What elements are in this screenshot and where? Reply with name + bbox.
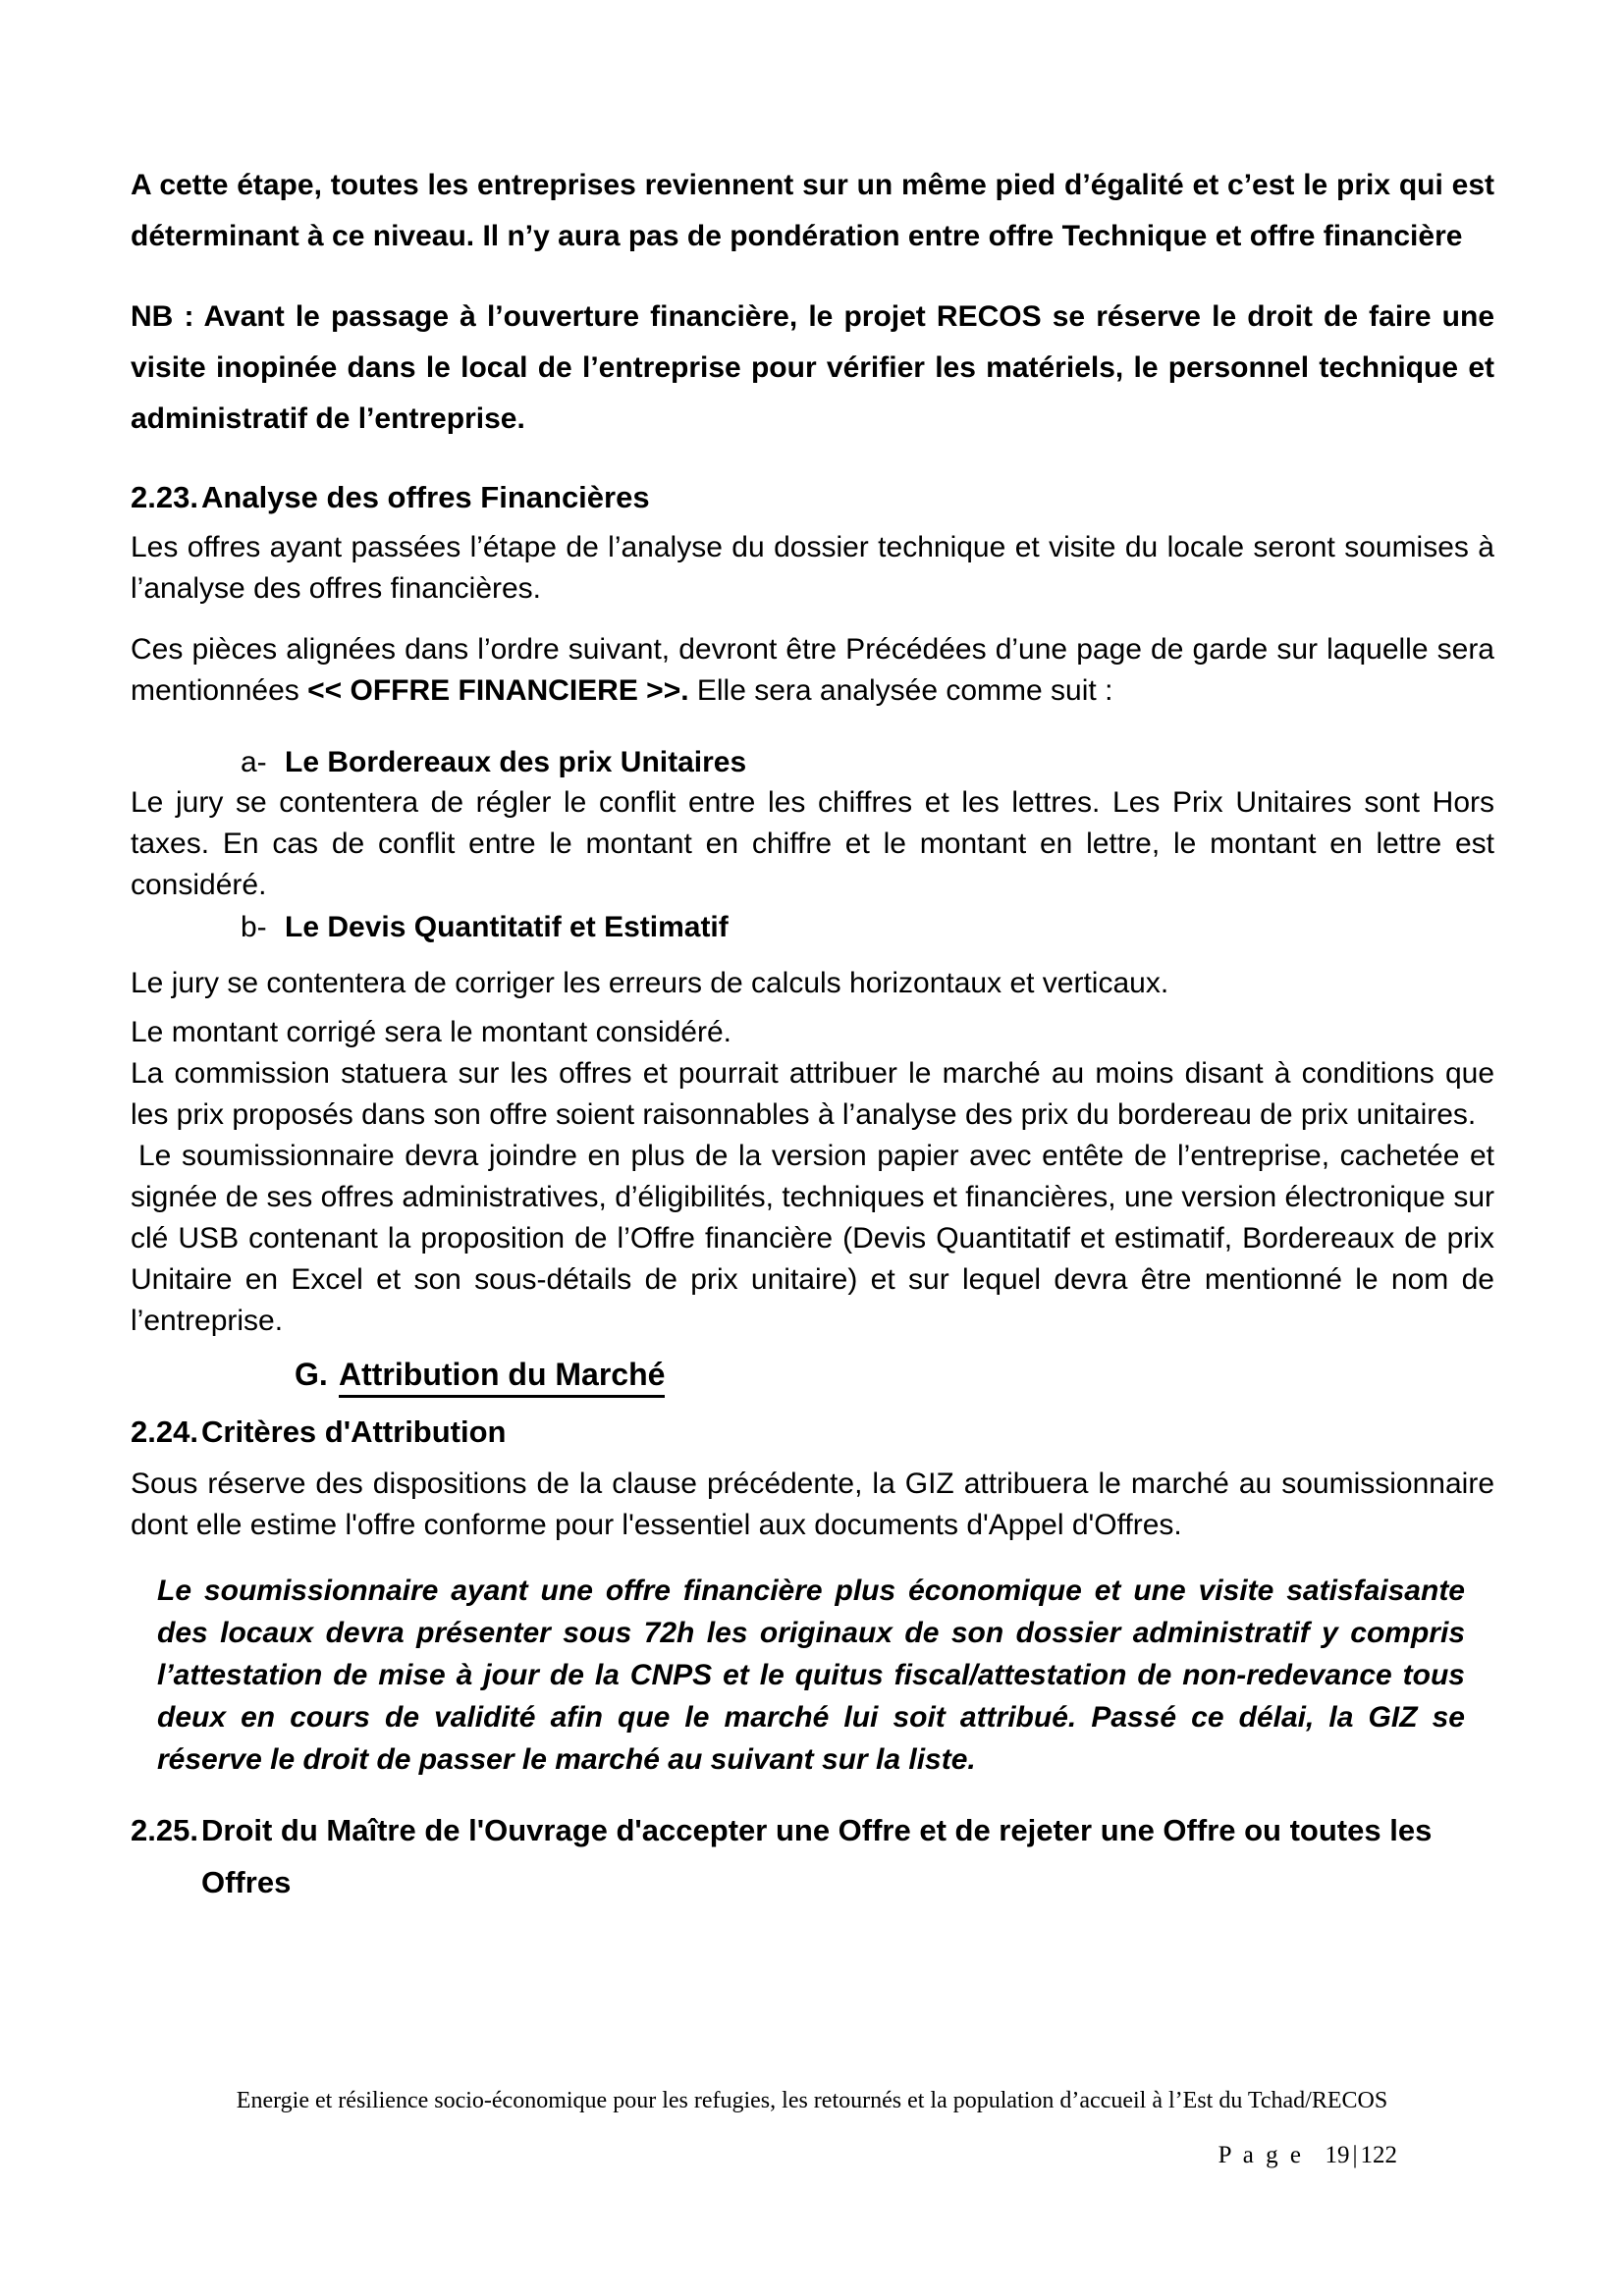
- footer-page-current: 19: [1325, 2142, 1350, 2168]
- paragraph-pieces-pre: Ces pièces alignées dans l’ordre suivant, devront être Précédées d’une page de garde sur laquelle sera mentionnées: [131, 633, 1494, 707]
- heading-g-title: Attribution du Marché: [339, 1357, 665, 1398]
- heading-2-25: [131, 1804, 1494, 1908]
- heading-2-25-title: Droit du Maître de l'Ouvrage d'accepter une Offre et de rejeter une Offre ou toutes les Offres: [201, 1813, 1433, 1899]
- heading-g-attribution: [295, 1356, 1494, 1393]
- paragraph-soumissionnaire-usb: Le soumissionnaire devra joindre en plus de la version papier avec entête de l’entreprise, cachetée et signée de ses offres administratives, d’éligibilités, techniques et financières, une version électronique sur clé USB contenant la proposition de l’Offre financière (Devis Quantitatif et estimatif, Bordereaux de prix Unitaire en Excel et son sous-détails de prix unitaire) et sur lequel devra être mentionné le nom de l’entreprise.: [131, 1140, 1494, 1337]
- heading-2-23-number: 2.23.: [131, 480, 198, 514]
- list-item-a-title: Le Bordereaux des prix Unitaires: [285, 746, 747, 778]
- footer-project-line: Energie et résilience socio-économique pour les refugies, les retournés et la population d’accueil à l’Est du Tchad/RECOS: [236, 2088, 1388, 2113]
- paragraph-pieces-post: Elle sera analysée comme suit :: [688, 674, 1113, 707]
- paragraph-nb-note: NB : Avant le passage à l’ouverture financière, le projet RECOS se réserve le droit de faire une visite inopinée dans le local de l’entreprise pour vérifier les matériels, le personnel technique et administratif de l’entreprise.: [131, 300, 1494, 435]
- footer-page-total: 122: [1360, 2142, 1397, 2168]
- heading-2-24: [131, 1415, 1494, 1450]
- paragraph-commission: La commission statuera sur les offres et pourrait attribuer le marché au moins disant à conditions que les prix proposés dans son offre soient raisonnables à l’analyse des prix du bordereau de prix unitaires.: [131, 1057, 1494, 1131]
- paragraph-offres-financieres: Les offres ayant passées l’étape de l’analyse du dossier technique et visite du locale seront soumises à l’analyse des offres financières.: [131, 531, 1494, 605]
- list-item-b-marker: b-: [241, 911, 267, 943]
- paragraph-equality-note: A cette étape, toutes les entreprises reviennent sur un même pied d’égalité et c’est le prix qui est déterminant à ce niveau. Il n’y aura pas de pondération entre offre Technique et offre financière: [131, 169, 1494, 252]
- footer-page-separator: |: [1352, 2142, 1358, 2168]
- heading-2-23: [131, 480, 1494, 515]
- list-item-a-marker: a-: [241, 746, 267, 778]
- list-item-a: [241, 745, 1494, 780]
- heading-2-24-title: Critères d'Attribution: [201, 1415, 507, 1449]
- paragraph-pieces-alignees: [131, 629, 1494, 712]
- list-item-b-title: Le Devis Quantitatif et Estimatif: [285, 911, 729, 943]
- footer-page-label: P a g e: [1218, 2142, 1301, 2168]
- heading-2-23-title: Analyse des offres Financières: [201, 480, 650, 514]
- paragraph-jury-corriger: Le jury se contentera de corriger les erreurs de calculs horizontaux et verticaux.: [131, 967, 1169, 999]
- footer-page-indicator: [1218, 2142, 1397, 2169]
- paragraph-sous-reserve: Sous réserve des dispositions de la clause précédente, la GIZ attribuera le marché au soumissionnaire dont elle estime l'offre conforme pour l'essentiel aux documents d'Appel d'Offres.: [131, 1468, 1494, 1541]
- heading-g-number: G.: [295, 1357, 328, 1392]
- paragraph-jury-regler: Le jury se contentera de régler le conflit entre les chiffres et les lettres. Les Prix Unitaires sont Hors taxes. En cas de conflit entre le montant en chiffre et le montant en lettre, le montant en lettre est considéré.: [131, 786, 1494, 901]
- document-body: [131, 160, 1494, 1908]
- list-item-b: [241, 910, 1494, 945]
- paragraph-engagement-72h: Le soumissionnaire ayant une offre financière plus économique et une visite satisfaisante des locaux devra présenter sous 72h les originaux de son dossier administratif y compris l’attestation de mise à jour de la CNPS et le quitus fiscal/attestation de non-redevance tous deux en cours de validité afin que le marché lui soit attribué. Passé ce délai, la GIZ se réserve le droit de passer le marché au suivant sur la liste.: [157, 1575, 1465, 1776]
- paragraph-montant-corrige: Le montant corrigé sera le montant considéré.: [131, 1016, 731, 1048]
- heading-2-24-number: 2.24.: [131, 1415, 198, 1449]
- heading-2-25-number: 2.25.: [131, 1813, 198, 1847]
- offre-financiere-label: << OFFRE FINANCIERE >>.: [307, 674, 689, 707]
